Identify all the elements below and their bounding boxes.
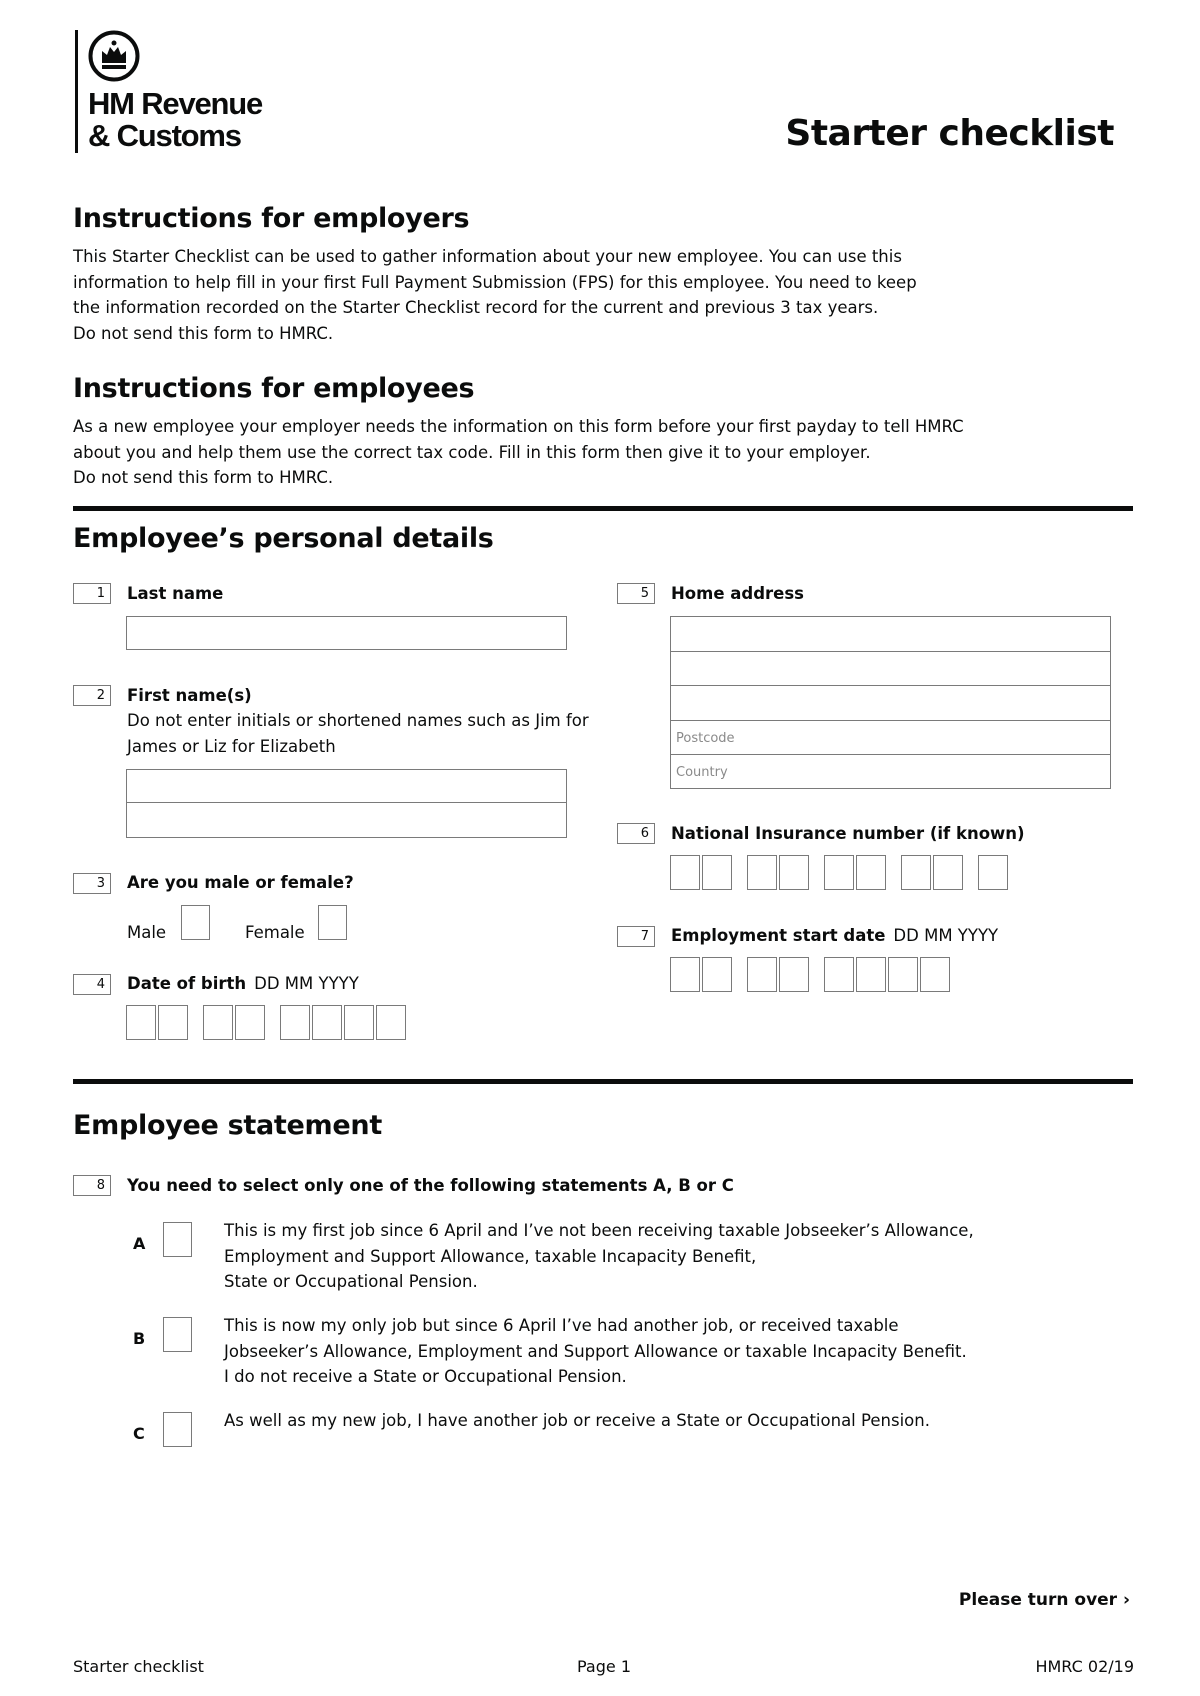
address-line-1[interactable]: [671, 617, 1110, 652]
country-row[interactable]: [671, 755, 1110, 790]
statement-line: State or Occupational Pension.: [224, 1272, 478, 1291]
statement-line: I do not receive a State or Occupational Pension.: [224, 1367, 627, 1386]
start-year-digit-2[interactable]: [856, 957, 886, 992]
start-month-digit-1[interactable]: [747, 957, 777, 992]
statement-c-letter: C: [133, 1424, 145, 1443]
ni-number-label: National Insurance number (if known): [671, 824, 1025, 843]
start-date-label-text: Employment start date: [671, 926, 886, 945]
first-names-input-line2[interactable]: [127, 803, 566, 836]
statement-b-checkbox[interactable]: [163, 1317, 192, 1352]
dob-year-digit-4[interactable]: [376, 1005, 406, 1040]
male-checkbox[interactable]: [181, 905, 210, 940]
date-of-birth-label: [127, 974, 359, 993]
ni-char-7[interactable]: [901, 855, 931, 890]
ni-char-5[interactable]: [824, 855, 854, 890]
statement-instruction: You need to select only one of the following statements A, B or C: [127, 1176, 734, 1195]
employees-line: about you and help them use the correct tax code. Fill in this form then give it to your employer.: [73, 442, 871, 462]
first-names-label: First name(s): [127, 686, 252, 705]
ni-char-6[interactable]: [856, 855, 886, 890]
hint-line: James or Liz for Elizabeth: [127, 736, 336, 756]
footer-page-number: Page 1: [577, 1657, 631, 1676]
statement-a-checkbox[interactable]: [163, 1222, 192, 1257]
dob-year-digit-1[interactable]: [280, 1005, 310, 1040]
section-divider: [73, 1079, 1133, 1084]
start-day-digit-2[interactable]: [702, 957, 732, 992]
first-names-hint: [127, 708, 589, 759]
statement-b-text: [224, 1313, 967, 1390]
statement-line: Employment and Support Allowance, taxable Incapacity Benefit,: [224, 1246, 757, 1266]
statement-b-letter: B: [133, 1329, 146, 1348]
ni-char-9[interactable]: [978, 855, 1008, 890]
last-name-input[interactable]: [126, 616, 567, 650]
statement-line: This is now my only job but since 6 April I’ve had another job, or received taxable: [224, 1316, 899, 1335]
ni-char-3[interactable]: [747, 855, 777, 890]
ni-char-1[interactable]: [670, 855, 700, 890]
question-number-5: 5: [617, 583, 655, 604]
address-line-3[interactable]: [671, 686, 1110, 721]
dob-year-digit-2[interactable]: [312, 1005, 342, 1040]
dob-month-digit-1[interactable]: [203, 1005, 233, 1040]
statement-a-letter: A: [133, 1234, 146, 1253]
female-checkbox[interactable]: [318, 905, 347, 940]
statement-line: This is my first job since 6 April and I’ve not been receiving taxable Jobseeker’s Allowance,: [224, 1221, 974, 1240]
ni-char-4[interactable]: [779, 855, 809, 890]
question-number-1: 1: [73, 583, 111, 604]
start-year-digit-1[interactable]: [824, 957, 854, 992]
crown-icon: [88, 30, 140, 82]
statement-c-text: [224, 1408, 930, 1434]
employers-line: information to help fill in your first Full Payment Submission (FPS) for this employee. You need to keep: [73, 272, 917, 292]
question-number-7: 7: [617, 926, 655, 947]
employers-line: Do not send this form to HMRC.: [73, 323, 334, 343]
dob-day-digit-1[interactable]: [126, 1005, 156, 1040]
dob-day-digit-2[interactable]: [158, 1005, 188, 1040]
question-number-8: 8: [73, 1175, 111, 1196]
question-number-2: 2: [73, 685, 111, 706]
employers-line: This Starter Checklist can be used to gather information about your new employee. You can use this: [73, 247, 902, 266]
org-logo-text: [88, 88, 262, 152]
footer-form-code: HMRC 02/19: [1035, 1657, 1134, 1676]
postcode-placeholder: Postcode: [676, 730, 735, 746]
statement-c-checkbox[interactable]: [163, 1412, 192, 1447]
org-name-line2: & Customs: [88, 118, 241, 153]
employers-line: the information recorded on the Starter Checklist record for the current and previous 3 tax years.: [73, 298, 879, 317]
employees-line: Do not send this form to HMRC.: [73, 468, 334, 487]
start-day-digit-1[interactable]: [670, 957, 700, 992]
date-format-hint: DD MM YYYY: [254, 974, 359, 993]
question-number-3: 3: [73, 873, 111, 894]
first-names-field: [126, 769, 567, 838]
statement-a-text: [224, 1218, 974, 1295]
start-year-digit-3[interactable]: [888, 957, 918, 992]
start-month-digit-2[interactable]: [779, 957, 809, 992]
home-address-field[interactable]: [670, 616, 1111, 789]
dob-year-digit-3[interactable]: [344, 1005, 374, 1040]
start-date-input[interactable]: [670, 957, 950, 992]
employees-heading: Instructions for employees: [73, 373, 475, 404]
date-of-birth-input[interactable]: [126, 1005, 406, 1040]
employees-line: As a new employee your employer needs the information on this form before your first payday to tell HMRC: [73, 417, 964, 436]
start-date-label: [671, 926, 998, 945]
last-name-label: Last name: [127, 584, 224, 603]
dob-month-digit-2[interactable]: [235, 1005, 265, 1040]
ni-number-input[interactable]: [670, 855, 1008, 890]
country-placeholder: Country: [676, 765, 728, 780]
female-label: Female: [245, 923, 305, 942]
hint-line: Do not enter initials or shortened names such as Jim for: [127, 711, 589, 730]
statement-line: As well as my new job, I have another job or receive a State or Occupational Pension.: [224, 1411, 930, 1430]
logo-bar: [75, 30, 78, 153]
question-number-4: 4: [73, 974, 111, 995]
section-divider: [73, 506, 1133, 511]
employers-instructions: [73, 244, 917, 346]
gender-label: Are you male or female?: [127, 873, 354, 892]
ni-char-8[interactable]: [933, 855, 963, 890]
please-turn-over: Please turn over ›: [958, 1590, 1130, 1610]
postcode-row[interactable]: [671, 721, 1110, 756]
question-number-6: 6: [617, 823, 655, 844]
employers-heading: Instructions for employers: [73, 203, 470, 234]
org-name-line1: HM Revenue: [88, 86, 263, 121]
date-of-birth-label-text: Date of birth: [127, 974, 247, 993]
personal-details-heading: Employee’s personal details: [73, 523, 494, 554]
statement-line: Jobseeker’s Allowance, Employment and Support Allowance or taxable Incapacity Benefit.: [224, 1341, 967, 1361]
employee-statement-heading: Employee statement: [73, 1110, 382, 1141]
document-title: Starter checklist: [785, 113, 1114, 154]
male-label: Male: [127, 923, 167, 942]
start-year-digit-4[interactable]: [920, 957, 950, 992]
ni-char-2[interactable]: [702, 855, 732, 890]
first-names-input-line1[interactable]: [127, 770, 566, 803]
footer-left: Starter checklist: [73, 1657, 204, 1676]
date-format-hint: DD MM YYYY: [893, 926, 999, 945]
address-line-2[interactable]: [671, 652, 1110, 687]
employees-instructions: [73, 414, 964, 491]
home-address-label: Home address: [671, 584, 804, 603]
